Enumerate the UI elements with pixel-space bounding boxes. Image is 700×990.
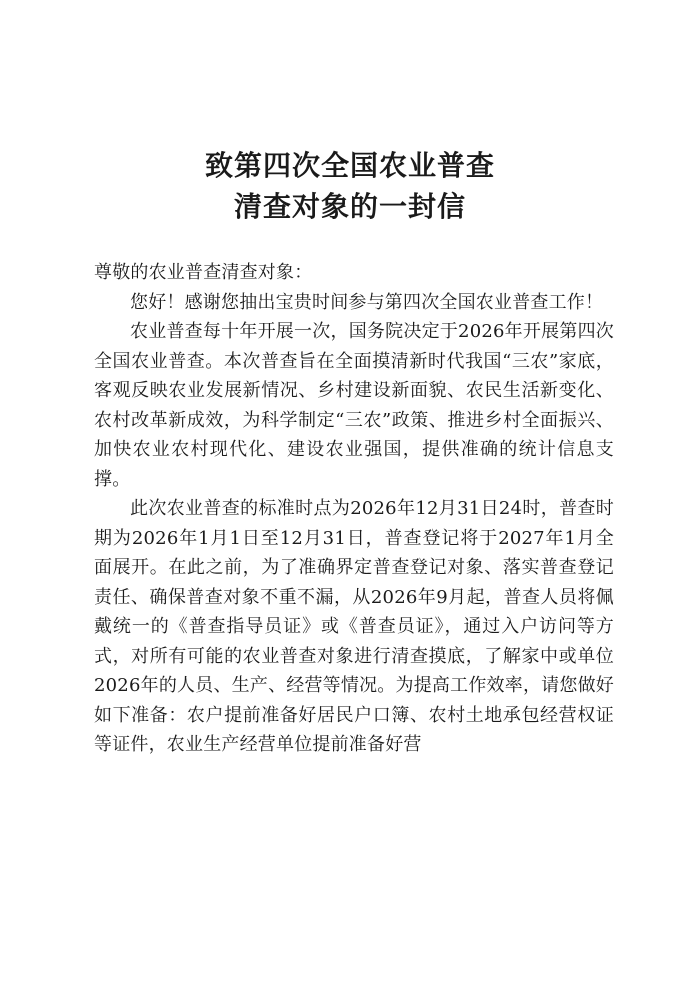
paragraph-schedule: 此次农业普查的标准时点为2026年12月31日24时，普查时期为2026年1月1日至12月31日，普查登记将于2027年1月全面展开。在此之前，为了准确界定普查登记对象、落实普查登记责任、确保普查对象不重不漏，从2026年9月起，普查人员将佩戴统一的《普查指导员证》或《普查员证》，通过入户访问等方式，对所有可能的农业普查对象进行清查摸底，了解家中或单位2026年的人员、生产、经营等情况。为提高工作效率，请您做好如下准备：农户提前准备好居民户口簿、农村土地承包经营权证等证件，农业生产经营单位提前准备好营 xyxy=(94,498,614,755)
paragraph-purpose: 农业普查每十年开展一次，国务院决定于2026年开展第四次全国农业普查。本次普查旨在全面摸清新时代我国“三农”家底，客观反映农业发展新情况、乡村建设新面貌、农民生活新变化、农村改革新成效，为科学制定“三农”政策、推进乡村全面振兴、加快农业农村现代化、建设农业强国，提供准确的统计信息支撑。 xyxy=(94,321,614,490)
title-line-1: 致第四次全国农业普查 xyxy=(204,149,495,182)
salutation: 尊敬的农业普查清查对象： xyxy=(94,262,313,283)
paragraph-greeting: 您好！感谢您抽出宝贵时间参与第四次全国农业普查工作！ xyxy=(130,291,604,313)
letter-body xyxy=(94,258,614,760)
letter-title xyxy=(0,145,700,227)
title-line-2: 清查对象的一封信 xyxy=(233,190,466,223)
